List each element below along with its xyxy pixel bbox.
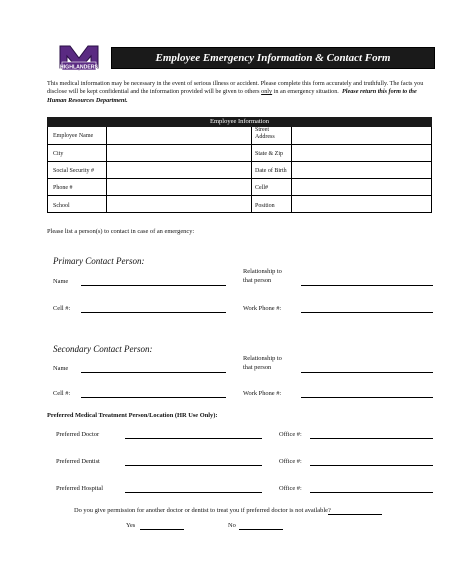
state-zip-field[interactable] [292,145,431,160]
secondary-work-line[interactable] [301,397,433,398]
permission-line[interactable] [328,514,382,515]
dentist-office-label: Office #: [279,458,302,465]
primary-work-line[interactable] [301,312,433,313]
employee-name-field[interactable] [107,128,250,143]
doctor-office-label: Office #: [279,431,302,438]
primary-cell-line[interactable] [81,312,226,313]
secondary-name-label: Name [53,365,69,372]
label-city: City [53,151,64,157]
primary-relationship-line[interactable] [301,285,433,286]
intro-text-1: This medical information may be necessary in the event of serious illness or accident. Please complete this form accurately and truthfully. The facts you disclose will be kept confidential and the information provided will be given to others [47,80,424,96]
primary-name-line[interactable] [81,285,226,286]
label-dob: Date of Birth [255,168,287,174]
permission-yes-line[interactable] [140,529,184,530]
preferred-dentist-label: Preferred Dentist [56,458,100,465]
dentist-office-line[interactable] [310,465,433,466]
employee-info-table [47,117,432,213]
primary-relationship-label-2: that person [243,277,272,284]
secondary-cell-line[interactable] [81,397,226,398]
intro-paragraph [47,80,437,105]
secondary-cell-label: Cell #: [53,390,71,397]
intro-text-2: in an emergency situation. [272,88,339,96]
label-school: School [53,203,70,209]
preferred-hospital-label: Preferred Hospital [56,485,104,492]
permission-question: Do you give permission for another doctor or dentist to treat you if preferred doctor is not available? [74,507,331,514]
secondary-name-line[interactable] [81,372,226,373]
secondary-relationship-label-2: that person [243,364,272,371]
label-position: Position [255,203,275,209]
preferred-doctor-label: Preferred Doctor [56,431,100,438]
permission-no-line[interactable] [239,529,283,530]
secondary-work-label: Work Phone #: [243,390,282,397]
label-state-zip: State & Zip [255,151,283,157]
street-address-field[interactable] [292,128,431,143]
permission-no-label: No [228,522,236,529]
city-field[interactable] [107,145,250,160]
form-title-bar [111,47,435,69]
label-street-address: Street Address [255,127,275,140]
dob-field[interactable] [292,162,431,177]
cell-field[interactable] [292,179,431,194]
primary-cell-label: Cell #: [53,305,71,312]
contacts-prompt: Please list a person(s) to contact in case of an emergency: [47,228,195,235]
return-note: Please return this form to the Human Resources Department. [47,88,417,104]
primary-relationship-label-1: Relationship to [243,268,282,275]
secondary-relationship-label-1: Relationship to [243,355,282,362]
position-field[interactable] [292,196,431,212]
primary-work-label: Work Phone #: [243,305,282,312]
label-phone: Phone # [53,185,73,191]
label-ssn: Social Security # [53,168,94,174]
phone-field[interactable] [107,179,250,194]
ssn-field[interactable] [107,162,250,177]
hospital-office-line[interactable] [310,492,433,493]
employee-info-header [47,117,432,127]
school-field[interactable] [107,196,250,212]
medical-heading: Preferred Medical Treatment Person/Location (HR Use Only): [47,412,218,419]
label-cell: Cell# [255,185,268,191]
preferred-doctor-line[interactable] [125,438,262,439]
preferred-dentist-line[interactable] [125,465,262,466]
primary-name-label: Name [53,278,69,285]
doctor-office-line[interactable] [310,438,433,439]
intro-only: only [261,88,273,96]
employee-info-header-text: Employee Information [209,118,270,125]
preferred-hospital-line[interactable] [125,492,262,493]
secondary-contact-heading: Secondary Contact Person: [53,344,153,354]
secondary-relationship-line[interactable] [301,372,433,373]
permission-yes-label: Yes [126,522,136,529]
logo-text: HIGHLANDERS [59,64,99,71]
school-logo [58,44,100,76]
form-title: Employee Emergency Information & Contact Form [155,52,391,64]
label-employee-name: Employee Name [53,133,94,139]
primary-contact-heading: Primary Contact Person: [53,256,145,266]
hospital-office-label: Office #: [279,485,302,492]
